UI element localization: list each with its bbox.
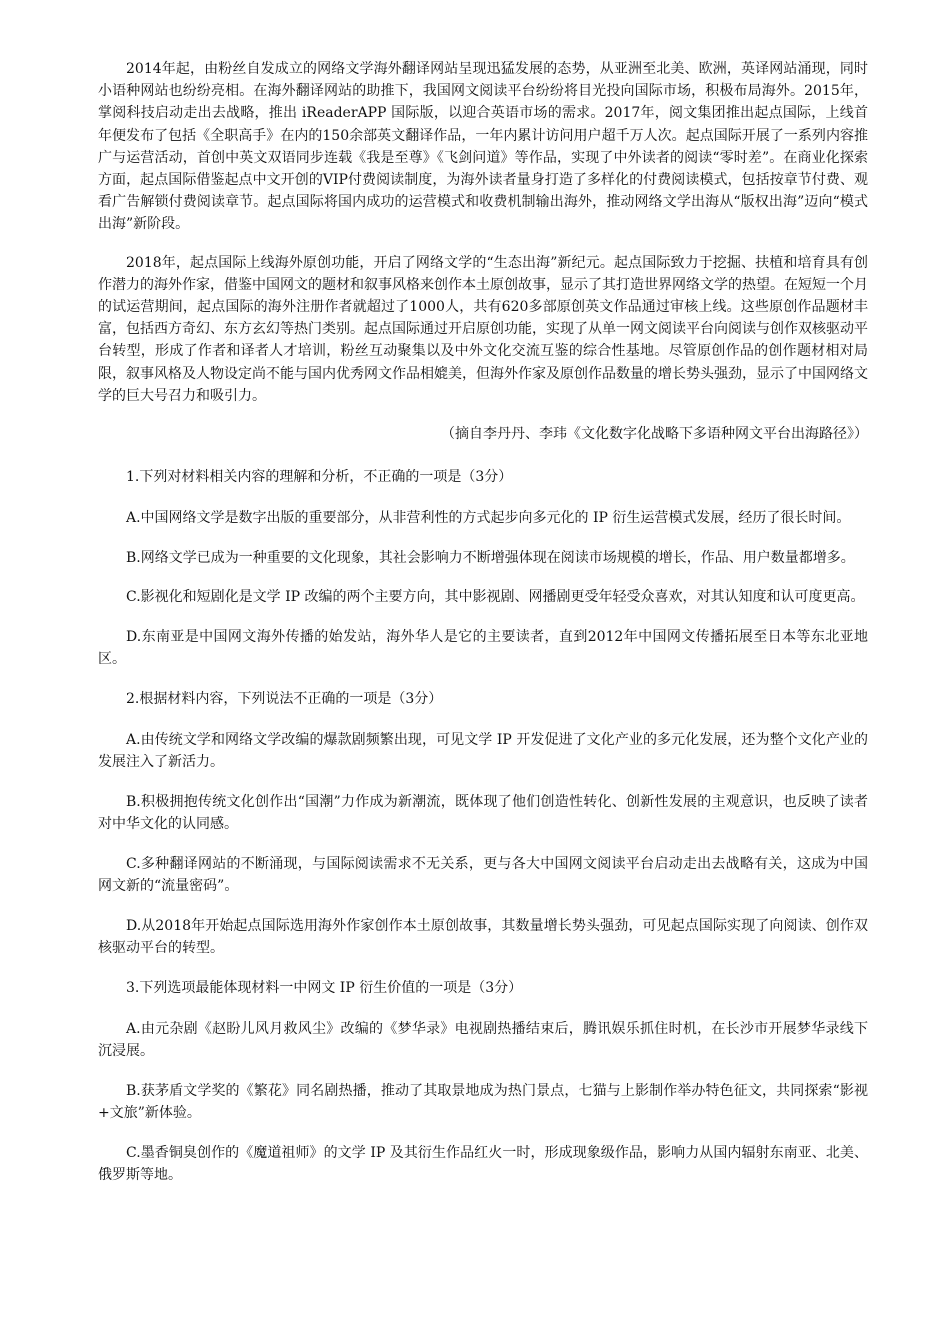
- question-2-option-d: D.从2018年开始起点国际选用海外作家创作本土原创故事，其数量增长势头强劲，可见起点国际实现了向阅读、创作双核驱动平台的转型。: [98, 917, 868, 957]
- question-3-option-b: B.获茅盾文学奖的《繁花》同名剧热播，推动了其取景地成为热门景点，七猫与上影制作举办特色征文，共同探索“影视+文旅”新体验。: [98, 1082, 868, 1122]
- question-1-option-c: C.影视化和短剧化是文学 IP 改编的两个主要方向，其中影视剧、网播剧更受年轻受众喜欢，对其认知度和认可度更高。: [126, 589, 865, 606]
- question-3-option-a: A.由元杂剧《赵盼儿风月救风尘》改编的《梦华录》电视剧热播结束后，腾讯娱乐抓住时机，在长沙市开展梦华录线下沉浸展。: [98, 1020, 868, 1060]
- question-3-stem: 3.下列选项最能体现材料一中网文 IP 衍生价值的一项是（3分）: [126, 979, 523, 996]
- question-1-option-a: A.中国网络文学是数字出版的重要部分，从非营利性的方式起步向多元化的 IP 衍生运营模式发展，经历了很长时间。: [126, 510, 851, 527]
- question-2-stem: 2.根据材料内容，下列说法不正确的一项是（3分）: [126, 690, 443, 707]
- question-2-option-c: C.多种翻译网站的不断涌现，与国际阅读需求不无关系，更与各大中国网文阅读平台启动走出去战略有关，这成为中国网文新的“流量密码”。: [98, 855, 868, 895]
- question-2-option-a: A.由传统文学和网络文学改编的爆款剧频繁出现，可见文学 IP 开发促进了文化产业的多元化发展，还为整个文化产业的发展注入了新活力。: [98, 731, 868, 771]
- article-paragraph-2: 2018年，起点国际上线海外原创功能，开启了网络文学的“生态出海”新纪元。起点国际致力于挖掘、扶植和培育具有创作潜力的海外作家，借鉴中国网文的题材和叙事风格来创作本土原创故事，显示了其打造世界网络文学的热望。在短短一个月的试运营期间，起点国际的海外注册作者就超过了1000人，共有620多部原创英文作品通过审核上线。这些原创作品题材丰富，包括西方奇幻、东方玄幻等热门类别。起点国际通过开启原创功能，实现了从单一网文阅读平台向阅读与创作双核驱动平台转型，形成了作者和译者人才培训，粉丝互动聚集以及中外文化交流互鉴的综合性基地。尽管原创作品的创作题材相对局限，叙事风格及人物设定尚不能与国内优秀网文作品相媲美，但海外作家及原创作品数量的增长势头强劲，显示了中国网络文学的巨大号召力和吸引力。: [98, 254, 868, 404]
- question-1-option-d: D.东南亚是中国网文海外传播的始发站，海外华人是它的主要读者，直到2012年中国网文传播拓展至日本等东北亚地区。: [98, 628, 868, 668]
- question-3-option-c: C.墨香铜臭创作的《魔道祖师》的文学 IP 及其衍生作品红火一时，形成现象级作品，影响力从国内辐射东南亚、北美、俄罗斯等地。: [98, 1144, 868, 1184]
- question-1-stem: 1.下列对材料相关内容的理解和分析，不正确的一项是（3分）: [126, 469, 513, 486]
- article-source: （摘自李丹丹、李玮《文化数字化战略下多语种网文平台出海路径》）: [441, 426, 868, 443]
- article-paragraph-1: 2014年起，由粉丝自发成立的网络文学海外翻译网站呈现迅猛发展的态势，从亚洲至北美、欧洲，英译网站涌现，同时小语种网站也纷纷亮相。在海外翻译网站的助推下，我国网文阅读平台纷纷将目光投向国际市场，积极布局海外。2015年，掌阅科技启动走出去战略，推出 iReaderAPP 国际版，以迎合英语市场的需求。2017年，阅文集团推出起点国际，上线首年便发布了包括《全职高手》在内的150余部英文翻译作品，一年内累计访问用户超千万人次。起点国际开展了一系列内容推广与运营活动，首创中英文双语同步连载《我是至尊》《飞剑问道》等作品，实现了中外读者的阅读“零时差”。在商业化探索方面，起点国际借鉴起点中文开创的VIP付费阅读制度，为海外读者量身打造了多样化的付费阅读模式，包括按章节付费、观看广告解锁付费阅读章节。起点国际将国内成功的运营模式和收费机制输出海外，推动网络文学出海从“版权出海”迈向“模式出海”新阶段。: [98, 61, 868, 233]
- question-2-option-b: B.积极拥抱传统文化创作出“国潮”力作成为新潮流，既体现了他们创造性转化、创新性发展的主观意识，也反映了读者对中华文化的认同感。: [98, 793, 868, 833]
- document-page: [98, 58, 868, 1204]
- question-1-option-b: B.网络文学已成为一种重要的文化现象，其社会影响力不断增强体现在阅读市场规模的增长，作品、用户数量都增多。: [126, 549, 855, 566]
